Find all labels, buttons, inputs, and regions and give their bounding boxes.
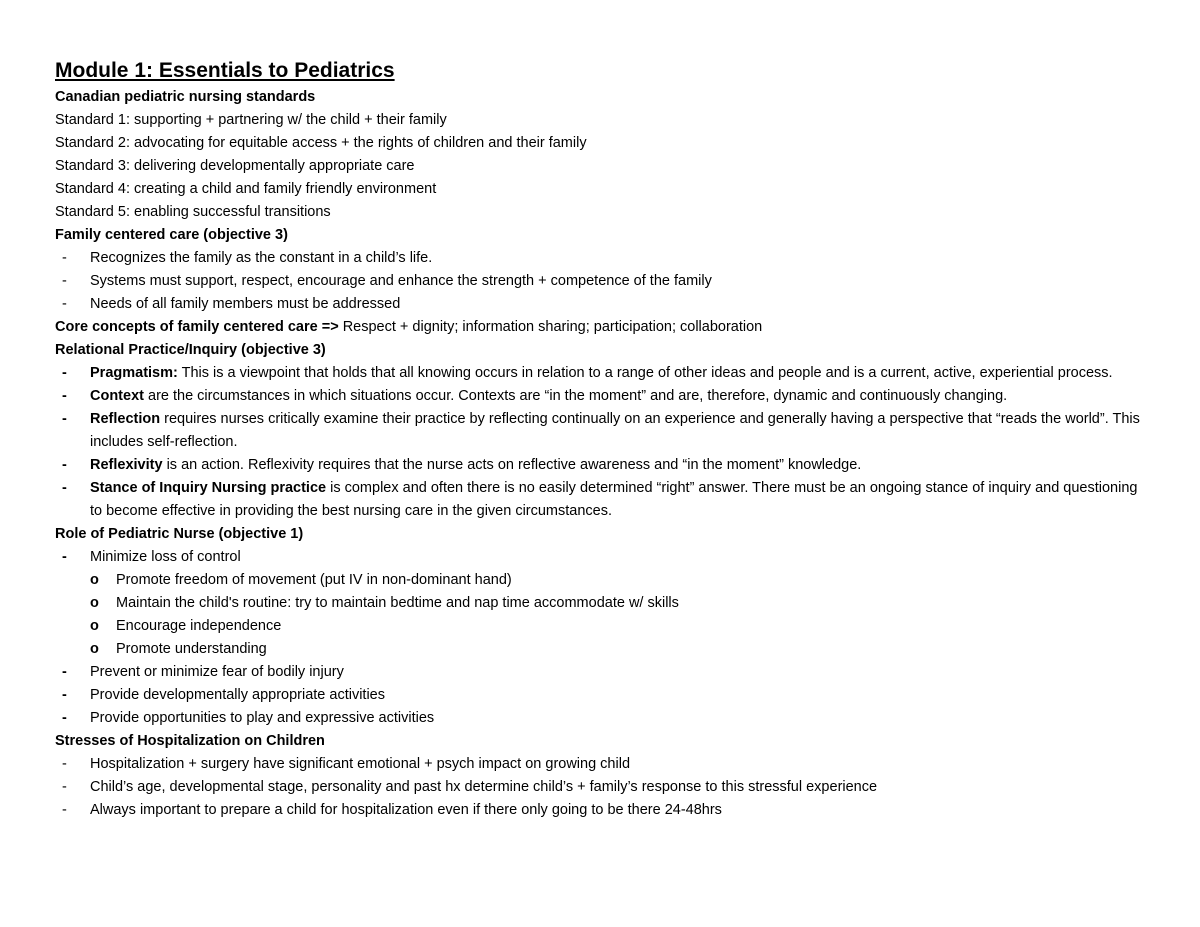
stresses-item-text: Hospitalization + surgery have significant emotional + psych impact on growing child [90, 756, 631, 772]
standard-item: Standard 3: delivering developmentally appropriate care [55, 158, 415, 174]
fcc-item-text: Systems must support, respect, encourage and enhance the strength + competence of the family [90, 273, 712, 289]
standard-item: Standard 1: supporting + partnering w/ the child + their family [55, 112, 447, 128]
relational-list-item [55, 362, 1140, 385]
core-concepts-text: Respect + dignity; information sharing; participation; collaboration [338, 319, 763, 335]
relational-list-item [55, 454, 1140, 477]
dash-bullet: - [62, 756, 67, 772]
fcc-item-text: Needs of all family members must be addressed [90, 296, 401, 312]
role-item-text: Provide opportunities to play and expressive activities [90, 710, 435, 726]
stresses-item-text: Always important to prepare a child for hospitalization even if there only going to be there 24-48hrs [90, 802, 722, 818]
role-item-text: Prevent or minimize fear of bodily injury [90, 664, 344, 680]
circle-bullet: o [90, 641, 99, 657]
stresses-list-item [55, 753, 1140, 776]
standards-heading: Canadian pediatric nursing standards [55, 89, 316, 105]
stresses-list-item [55, 799, 1140, 822]
dash-bullet: - [62, 802, 67, 818]
relational-list-item [55, 477, 1140, 523]
circle-bullet: o [90, 618, 99, 634]
role-list-item [55, 546, 1140, 569]
term-definition: This is a viewpoint that holds that all knowing occurs in relation to a range of other ideas and people and is a current, active, experiential process. [177, 365, 1113, 381]
standard-item: Standard 5: enabling successful transitions [55, 204, 331, 220]
role-sub-item [55, 615, 1140, 638]
circle-bullet: o [90, 595, 99, 611]
relational-list-item [55, 385, 1140, 408]
term-pragmatism: Pragmatism: [90, 365, 178, 381]
term-definition: are the circumstances in which situations occur. Contexts are “in the moment” and are, therefore, dynamic and continuously changing. [143, 388, 1008, 404]
relational-heading: Relational Practice/Inquiry (objective 3) [55, 342, 326, 358]
dash-bullet: - [62, 710, 67, 726]
fcc-heading: Family centered care (objective 3) [55, 227, 288, 243]
circle-bullet: o [90, 572, 99, 588]
term-stance-of-inquiry: Stance of Inquiry Nursing practice [90, 480, 327, 496]
dash-bullet: - [62, 250, 67, 266]
dash-bullet: - [62, 664, 67, 680]
role-sub-item-text: Encourage independence [116, 618, 282, 634]
stresses-heading: Stresses of Hospitalization on Children [55, 733, 325, 749]
term-context: Context [90, 388, 144, 404]
term-reflection: Reflection [90, 411, 161, 427]
term-definition: is an action. Reflexivity requires that the nurse acts on reflective awareness and “in the moment” knowledge. [162, 457, 862, 473]
stresses-item-text: Child’s age, developmental stage, personality and past hx determine child’s + family’s response to this stressful experience [90, 779, 878, 795]
role-item-text: Provide developmentally appropriate activities [90, 687, 385, 703]
standard-item: Standard 4: creating a child and family friendly environment [55, 181, 437, 197]
fcc-list-item [55, 293, 1140, 316]
dash-bullet: - [62, 687, 67, 703]
role-heading: Role of Pediatric Nurse (objective 1) [55, 526, 304, 542]
role-sub-item-text: Maintain the child's routine: try to maintain bedtime and nap time accommodate w/ skills [116, 595, 679, 611]
dash-bullet: - [62, 388, 67, 404]
dash-bullet: - [62, 549, 67, 565]
dash-bullet: - [62, 457, 67, 473]
term-definition: is complex and often there is no easily determined “right” answer. There must be an ongoing stance of inquiry and questioning to become effective in providing the best nursing care in the given circumstances. [90, 480, 1138, 519]
role-sub-item [55, 569, 1140, 592]
role-list-item [55, 684, 1140, 707]
role-sub-item-text: Promote freedom of movement (put IV in non-dominant hand) [116, 572, 512, 588]
role-item-text: Minimize loss of control [90, 549, 241, 565]
role-list-item [55, 661, 1140, 684]
dash-bullet: - [62, 273, 67, 289]
role-list-item [55, 707, 1140, 730]
term-reflexivity: Reflexivity [90, 457, 163, 473]
core-concepts-line [55, 316, 1140, 339]
role-sub-item-text: Promote understanding [116, 641, 267, 657]
dash-bullet: - [62, 411, 67, 427]
dash-bullet: - [62, 779, 67, 795]
term-definition: requires nurses critically examine their practice by reflecting continually on an experience and generally having a perspective that “reads the world”. This includes self-reflection. [90, 411, 1140, 450]
standard-item: Standard 2: advocating for equitable access + the rights of children and their family [55, 135, 587, 151]
fcc-item-text: Recognizes the family as the constant in a child’s life. [90, 250, 433, 266]
dash-bullet: - [62, 296, 67, 312]
core-concepts-label: Core concepts of family centered care => [55, 319, 339, 335]
role-sub-item [55, 638, 1140, 661]
role-sub-item [55, 592, 1140, 615]
dash-bullet: - [62, 365, 67, 381]
fcc-list-item [55, 247, 1140, 270]
relational-list-item [55, 408, 1140, 454]
fcc-list-item [55, 270, 1140, 293]
page-title: Module 1: Essentials to Pediatrics [55, 59, 395, 82]
stresses-list-item [55, 776, 1140, 799]
dash-bullet: - [62, 480, 67, 496]
